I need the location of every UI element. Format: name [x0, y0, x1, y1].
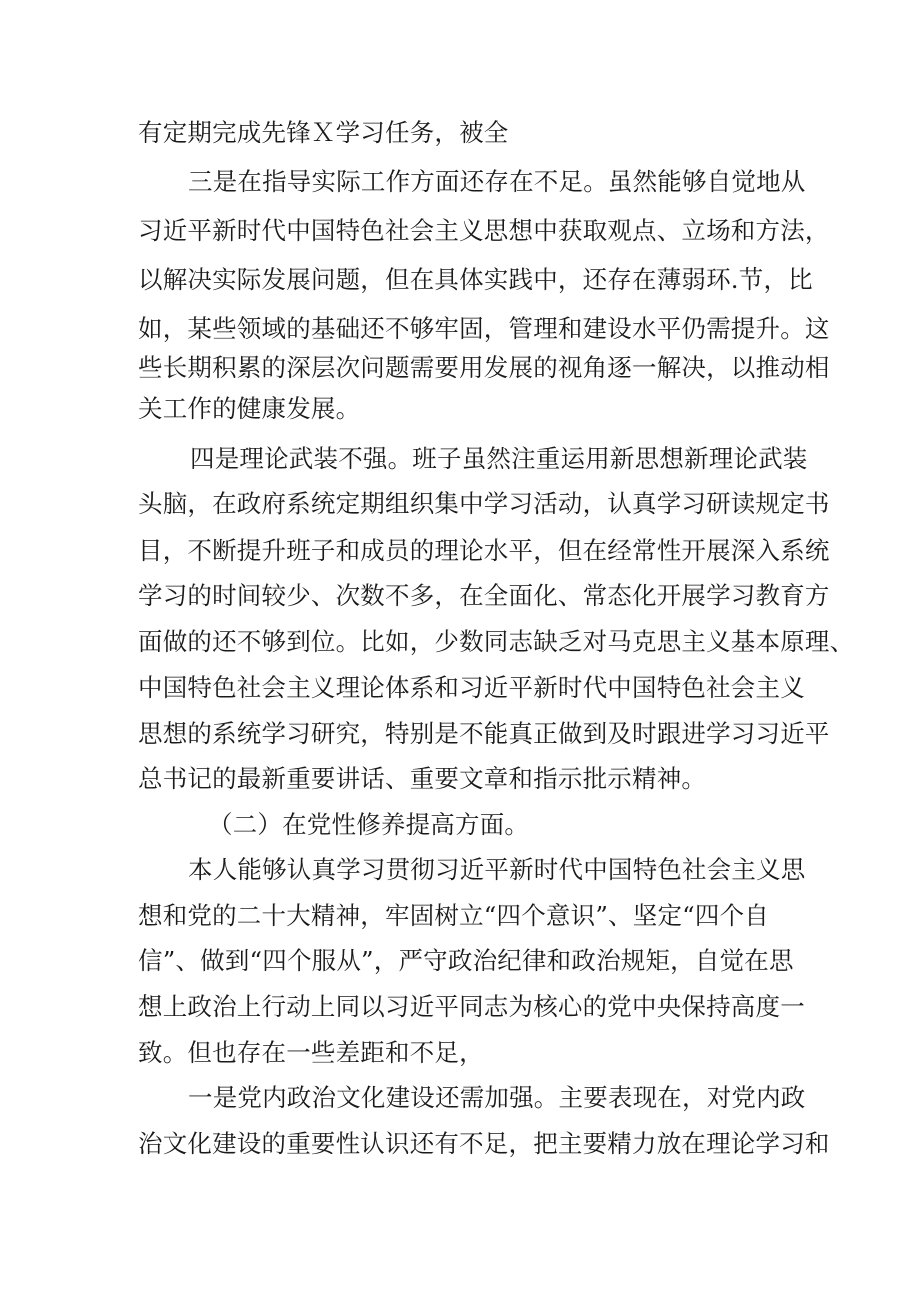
text-line-13: 中国特色社会主义理论体系和习近平新时代中国特色社会主义 — [138, 673, 805, 702]
paragraph-three-start: 三是在指导实际工作方面还存在不足。虽然能够自觉地从 — [188, 167, 806, 196]
paragraph-one-start: 一是党内政治文化建设还需加强。主要表现在，对党内政 — [188, 1083, 806, 1112]
text-line-10: 目，不断提升班子和成员的理论水平，但在经常性开展深入系统 — [138, 536, 830, 565]
paragraph-personal-start: 本人能够认真学习贯彻习近平新时代中国特色社会主义思 — [188, 855, 806, 884]
text-line-20: 想上政治上行动上同以习近平同志为核心的党中央保持高度一 — [138, 992, 805, 1021]
text-line-9: 头脑，在政府系统定期组织集中学习活动，认真学习研读规定书 — [138, 489, 830, 518]
text-line-23: 治文化建设的重要性认识还有不足，把主要精力放在理论学习和 — [138, 1129, 830, 1158]
text-line-21: 致。但也存在一些差距和不足， — [138, 1038, 484, 1067]
text-line-3: 习近平新时代中国特色社会主义思想中获取观点、立场和方法， — [138, 216, 830, 245]
paragraph-four-start: 四是理论武装不强。班子虽然注重运用新思想新理论武装 — [190, 444, 808, 473]
section-heading: （二）在党性修养提高方面。 — [208, 810, 530, 839]
text-line-6: 些长期积累的深层次问题需要用发展的视角逐一解决，以推动相 — [138, 353, 830, 382]
text-line-4: 以解决实际发展问题，但在具体实践中，还存在薄弱环.节，比 — [138, 265, 813, 294]
text-line-18: 想和党的二十大精神，牢固树立“四个意识”、坚定“四个自 — [138, 901, 769, 930]
text-line-15: 总书记的最新重要讲话、重要文章和指示批示精神。 — [138, 764, 707, 793]
text-line-11: 学习的时间较少、次数不多，在全面化、常态化开展学习教育方 — [138, 581, 830, 610]
text-line-7: 关工作的健康发展。 — [138, 394, 361, 423]
text-line-14: 思想的系统学习研究，特别是不能真正做到及时跟进学习习近平 — [138, 719, 830, 748]
text-line-12: 面做的还不够到位。比如，少数同志缺乏对马克思主义基本原理、 — [138, 627, 855, 656]
text-line-19: 信”、做到“四个服从”，严守政治纪律和政治规矩，自觉在思 — [138, 946, 794, 975]
text-line-5: 如，某些领域的基础还不够牢固，管理和建设水平仍需提升。这 — [138, 314, 830, 343]
text-line-1: 有定期完成先锋Ｘ学习任务，被全 — [138, 118, 509, 147]
